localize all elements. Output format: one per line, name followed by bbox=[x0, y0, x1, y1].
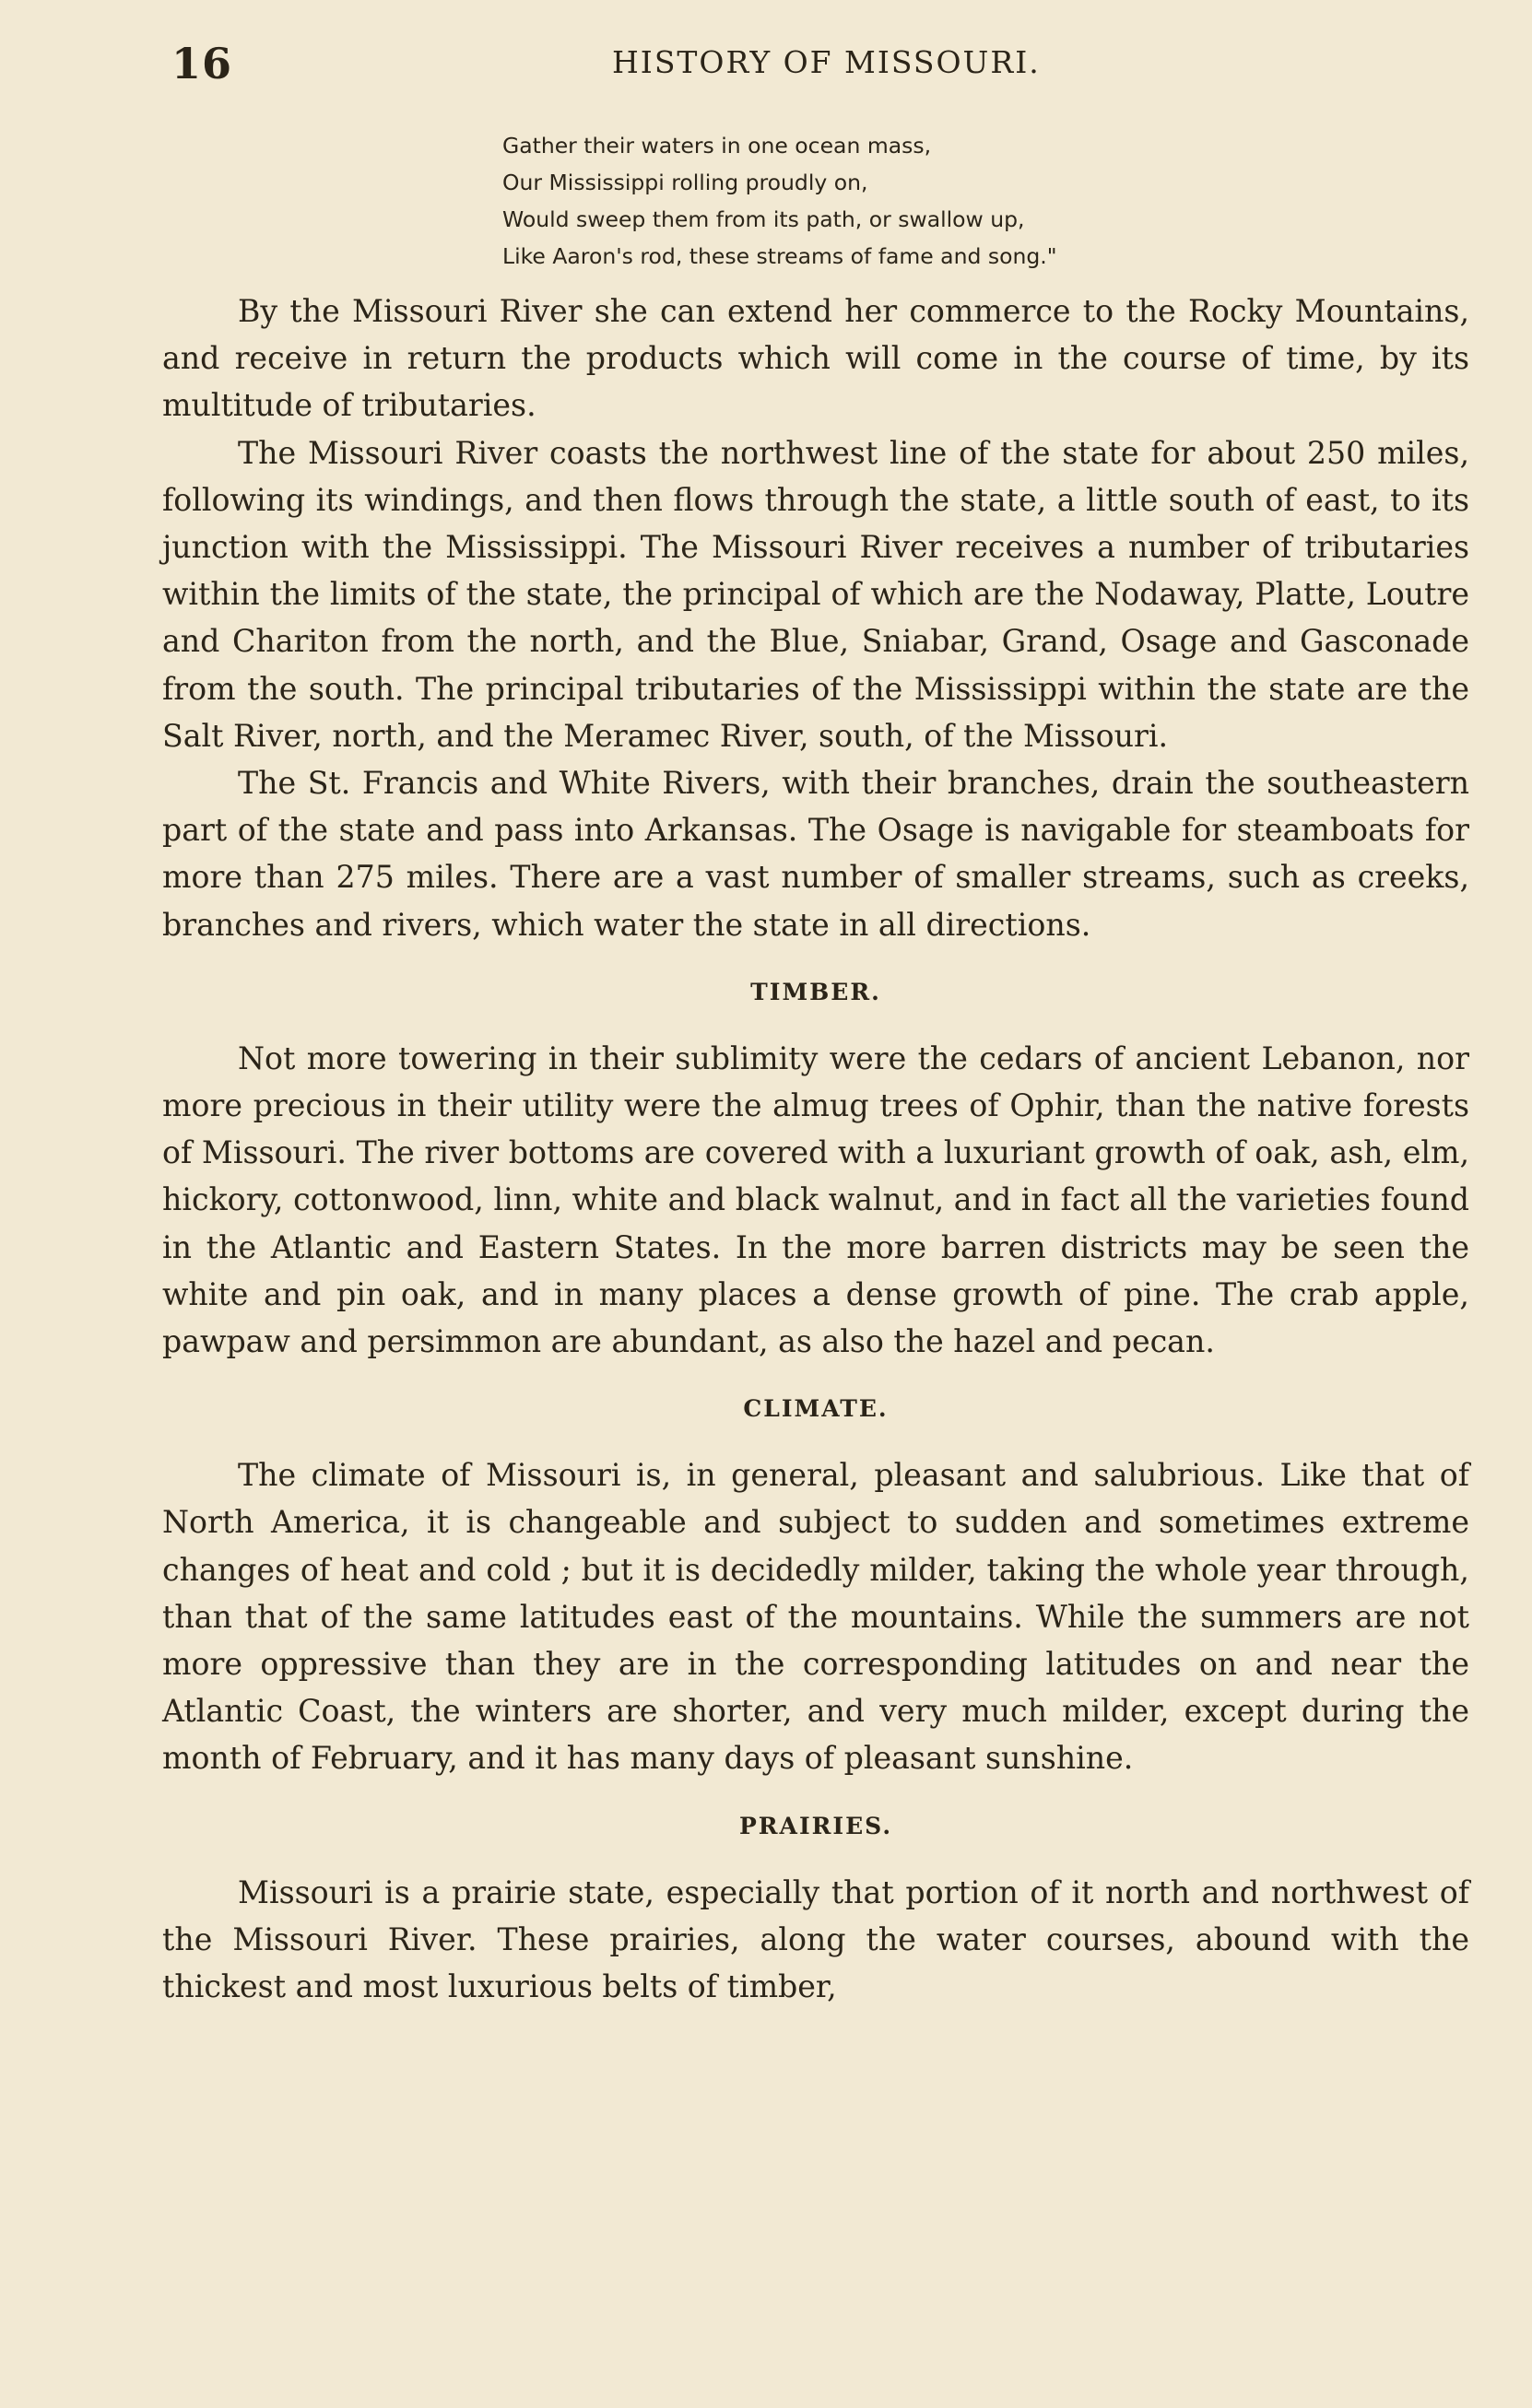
section-heading-climate: CLIMATE. bbox=[743, 1395, 889, 1423]
body-text bbox=[162, 288, 1469, 2010]
page-number: 16 bbox=[171, 39, 233, 88]
paragraph-prairies: Missouri is a prairie state, especially that portion of it north and northwest of the Missouri River. These prairies, along the water courses, abound with the thickest and most luxurious belts of timber, bbox=[162, 1874, 1469, 2005]
paragraph-timber: Not more towering in their sublimity were the cedars of ancient Lebanon, nor more precious in their utility were the almug trees of Ophir, than the native forests of Missouri. The river bottoms are covered with a luxuriant growth of oak, ash, elm, hickory, cottonwood, linn, white and black walnut, and in fact all the varieties found in the Atlantic and Eastern States. In the more barren districts may be seen the white and pin oak, and in many places a dense growth of pine. The crab apple, pawpaw and persimmon are abundant, as also the hazel and pecan. bbox=[162, 1040, 1469, 1360]
page-header bbox=[171, 35, 1526, 90]
poem-line: Would sweep them from its path, or swallow up, bbox=[502, 206, 1025, 232]
paragraph-st-francis: The St. Francis and White Rivers, with their branches, drain the southeastern part of the state and pass into Arkansas. The Osage is navigable for steamboats for more than 275 miles. There are a vast number of smaller streams, such as creeks, branches and rivers, which water the state in all directions. bbox=[162, 765, 1469, 943]
poem-line: Our Mississippi rolling proudly on, bbox=[502, 170, 868, 195]
poem-line: Like Aaron's rod, these streams of fame and song." bbox=[502, 243, 1057, 269]
poem-quote bbox=[502, 127, 1332, 275]
paragraph-missouri-river: The Missouri River coasts the northwest line of the state for about 250 miles, following its windings, and then flows through the state, a little south of east, to its junction with the Mississippi. The Missouri River receives a number of tributaries within the limits of the state, the principal of which are the Nodaway, Platte, Loutre and Chariton from the north, and the Blue, Sniabar, Grand, Osage and Gasconade from the south. The principal tributaries of the Mississippi within the state are the Salt River, north, and the Meramec River, south, of the Missouri. bbox=[162, 434, 1469, 754]
paragraph-climate: The climate of Missouri is, in general, pleasant and salubrious. Like that of North America, it is changeable and subject to sudden and sometimes extreme changes of heat and cold ; but it is decidedly milder, taking the whole year through, than that of the same latitudes east of the mountains. While the summers are not more oppressive than they are in the corresponding latitudes on and near the Atlantic Coast, the winters are shorter, and very much milder, except during the month of February, and it has many days of pleasant sunshine. bbox=[162, 1457, 1469, 1777]
section-heading-prairies: PRAIRIES. bbox=[738, 1812, 893, 1839]
paragraph-commerce: By the Missouri River she can extend her commerce to the Rocky Mountains, and receive in return the products which will come in the course of time, by its multitude of tributaries. bbox=[162, 293, 1469, 424]
section-heading-timber: TIMBER. bbox=[750, 978, 881, 1005]
poem-line: Gather their waters in one ocean mass, bbox=[502, 133, 932, 159]
running-title: HISTORY OF MISSOURI. bbox=[612, 44, 1041, 80]
